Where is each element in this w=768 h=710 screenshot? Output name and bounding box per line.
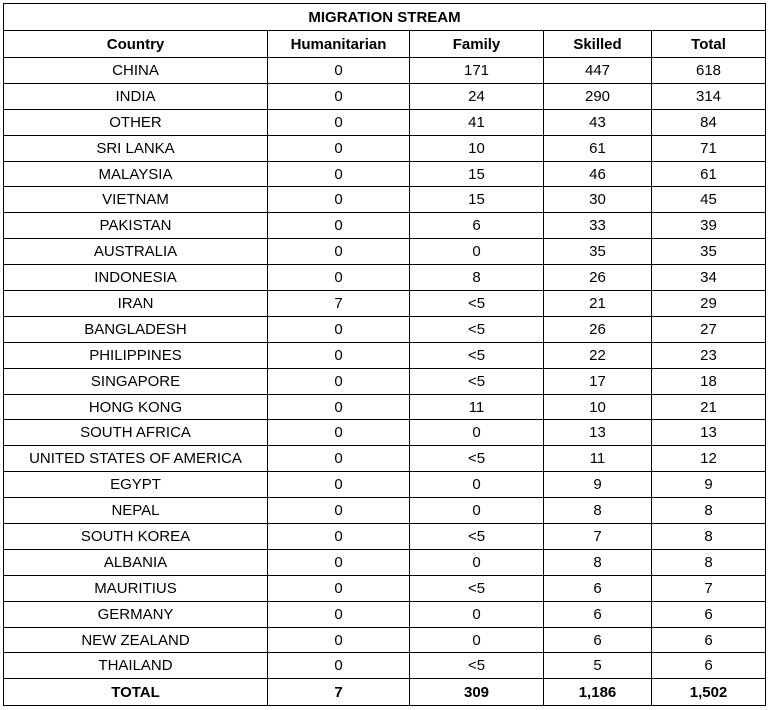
total-cell: 34 (652, 265, 766, 291)
migration-stream-table (3, 3, 766, 706)
total-cell: 6 (652, 601, 766, 627)
table-row (4, 109, 766, 135)
table-row (4, 549, 766, 575)
skilled-cell: 290 (544, 83, 652, 109)
country-cell: SRI LANKA (4, 135, 268, 161)
table-row (4, 265, 766, 291)
humanitarian-cell: 0 (268, 394, 410, 420)
country-cell: PHILIPPINES (4, 342, 268, 368)
humanitarian-cell: 0 (268, 316, 410, 342)
table-row (4, 472, 766, 498)
humanitarian-cell: 0 (268, 161, 410, 187)
total-row (4, 679, 766, 706)
table-row (4, 83, 766, 109)
table-row (4, 524, 766, 550)
skilled-cell: 17 (544, 368, 652, 394)
humanitarian-cell: 0 (268, 58, 410, 84)
country-cell: AUSTRALIA (4, 239, 268, 265)
table-title-row (4, 4, 766, 31)
total-cell: 39 (652, 213, 766, 239)
column-header-country: Country (4, 31, 268, 58)
table-row (4, 394, 766, 420)
family-cell: <5 (410, 291, 544, 317)
country-cell: VIETNAM (4, 187, 268, 213)
total-cell: 618 (652, 58, 766, 84)
migration-table-sheet (3, 3, 766, 706)
family-cell: <5 (410, 446, 544, 472)
humanitarian-cell: 0 (268, 446, 410, 472)
family-cell: 0 (410, 627, 544, 653)
total-cell: 45 (652, 187, 766, 213)
table-title: MIGRATION STREAM (4, 4, 766, 31)
skilled-cell: 6 (544, 601, 652, 627)
total-total: 1,502 (652, 679, 766, 706)
country-cell: SOUTH AFRICA (4, 420, 268, 446)
table-row (4, 498, 766, 524)
total-cell: 6 (652, 627, 766, 653)
table-row (4, 58, 766, 84)
country-cell: THAILAND (4, 653, 268, 679)
country-cell: OTHER (4, 109, 268, 135)
family-cell: 171 (410, 58, 544, 84)
family-cell: <5 (410, 575, 544, 601)
family-cell: 11 (410, 394, 544, 420)
total-humanitarian: 7 (268, 679, 410, 706)
family-cell: 8 (410, 265, 544, 291)
total-cell: 9 (652, 472, 766, 498)
column-header-total: Total (652, 31, 766, 58)
country-cell: ALBANIA (4, 549, 268, 575)
country-cell: EGYPT (4, 472, 268, 498)
total-cell: 18 (652, 368, 766, 394)
skilled-cell: 30 (544, 187, 652, 213)
humanitarian-cell: 0 (268, 524, 410, 550)
family-cell: 15 (410, 187, 544, 213)
family-cell: <5 (410, 316, 544, 342)
country-cell: HONG KONG (4, 394, 268, 420)
total-cell: 61 (652, 161, 766, 187)
skilled-cell: 8 (544, 498, 652, 524)
family-cell: 0 (410, 420, 544, 446)
skilled-cell: 61 (544, 135, 652, 161)
humanitarian-cell: 0 (268, 368, 410, 394)
humanitarian-cell: 7 (268, 291, 410, 317)
country-cell: MAURITIUS (4, 575, 268, 601)
skilled-cell: 10 (544, 394, 652, 420)
country-cell: SINGAPORE (4, 368, 268, 394)
table-row (4, 342, 766, 368)
column-header-family: Family (410, 31, 544, 58)
humanitarian-cell: 0 (268, 498, 410, 524)
family-cell: <5 (410, 653, 544, 679)
country-cell: SOUTH KOREA (4, 524, 268, 550)
family-cell: <5 (410, 524, 544, 550)
country-cell: GERMANY (4, 601, 268, 627)
total-cell: 13 (652, 420, 766, 446)
total-cell: 12 (652, 446, 766, 472)
total-cell: 23 (652, 342, 766, 368)
country-cell: NEPAL (4, 498, 268, 524)
total-cell: 8 (652, 524, 766, 550)
family-cell: 0 (410, 239, 544, 265)
table-row (4, 239, 766, 265)
humanitarian-cell: 0 (268, 83, 410, 109)
humanitarian-cell: 0 (268, 213, 410, 239)
table-row (4, 420, 766, 446)
table-row (4, 368, 766, 394)
country-cell: NEW ZEALAND (4, 627, 268, 653)
country-cell: CHINA (4, 58, 268, 84)
family-cell: 6 (410, 213, 544, 239)
country-cell: UNITED STATES OF AMERICA (4, 446, 268, 472)
country-cell: IRAN (4, 291, 268, 317)
humanitarian-cell: 0 (268, 575, 410, 601)
family-cell: 0 (410, 601, 544, 627)
skilled-cell: 22 (544, 342, 652, 368)
humanitarian-cell: 0 (268, 420, 410, 446)
family-cell: <5 (410, 368, 544, 394)
table-row (4, 291, 766, 317)
skilled-cell: 33 (544, 213, 652, 239)
skilled-cell: 26 (544, 316, 652, 342)
total-cell: 27 (652, 316, 766, 342)
total-family: 309 (410, 679, 544, 706)
skilled-cell: 9 (544, 472, 652, 498)
humanitarian-cell: 0 (268, 601, 410, 627)
skilled-cell: 5 (544, 653, 652, 679)
country-cell: INDIA (4, 83, 268, 109)
skilled-cell: 6 (544, 627, 652, 653)
table-header-row (4, 31, 766, 58)
humanitarian-cell: 0 (268, 342, 410, 368)
total-cell: 29 (652, 291, 766, 317)
skilled-cell: 35 (544, 239, 652, 265)
total-cell: 314 (652, 83, 766, 109)
table-row (4, 627, 766, 653)
skilled-cell: 46 (544, 161, 652, 187)
country-cell: MALAYSIA (4, 161, 268, 187)
humanitarian-cell: 0 (268, 549, 410, 575)
country-cell: PAKISTAN (4, 213, 268, 239)
family-cell: 0 (410, 498, 544, 524)
total-cell: 8 (652, 549, 766, 575)
country-cell: BANGLADESH (4, 316, 268, 342)
family-cell: 10 (410, 135, 544, 161)
skilled-cell: 11 (544, 446, 652, 472)
skilled-cell: 447 (544, 58, 652, 84)
skilled-cell: 7 (544, 524, 652, 550)
total-cell: 8 (652, 498, 766, 524)
column-header-humanitarian: Humanitarian (268, 31, 410, 58)
total-cell: 84 (652, 109, 766, 135)
country-cell: INDONESIA (4, 265, 268, 291)
skilled-cell: 21 (544, 291, 652, 317)
family-cell: 41 (410, 109, 544, 135)
family-cell: <5 (410, 342, 544, 368)
humanitarian-cell: 0 (268, 187, 410, 213)
table-row (4, 213, 766, 239)
skilled-cell: 43 (544, 109, 652, 135)
total-skilled: 1,186 (544, 679, 652, 706)
table-row (4, 575, 766, 601)
humanitarian-cell: 0 (268, 627, 410, 653)
total-cell: 71 (652, 135, 766, 161)
table-row (4, 653, 766, 679)
table-row (4, 601, 766, 627)
skilled-cell: 8 (544, 549, 652, 575)
table-body (4, 58, 766, 679)
skilled-cell: 6 (544, 575, 652, 601)
family-cell: 24 (410, 83, 544, 109)
total-label: TOTAL (4, 679, 268, 706)
family-cell: 0 (410, 549, 544, 575)
table-row (4, 161, 766, 187)
humanitarian-cell: 0 (268, 135, 410, 161)
total-cell: 35 (652, 239, 766, 265)
total-cell: 7 (652, 575, 766, 601)
humanitarian-cell: 0 (268, 239, 410, 265)
humanitarian-cell: 0 (268, 265, 410, 291)
total-cell: 21 (652, 394, 766, 420)
family-cell: 15 (410, 161, 544, 187)
table-row (4, 316, 766, 342)
humanitarian-cell: 0 (268, 653, 410, 679)
family-cell: 0 (410, 472, 544, 498)
table-row (4, 135, 766, 161)
table-row (4, 187, 766, 213)
humanitarian-cell: 0 (268, 109, 410, 135)
humanitarian-cell: 0 (268, 472, 410, 498)
column-header-skilled: Skilled (544, 31, 652, 58)
skilled-cell: 26 (544, 265, 652, 291)
total-cell: 6 (652, 653, 766, 679)
table-row (4, 446, 766, 472)
skilled-cell: 13 (544, 420, 652, 446)
